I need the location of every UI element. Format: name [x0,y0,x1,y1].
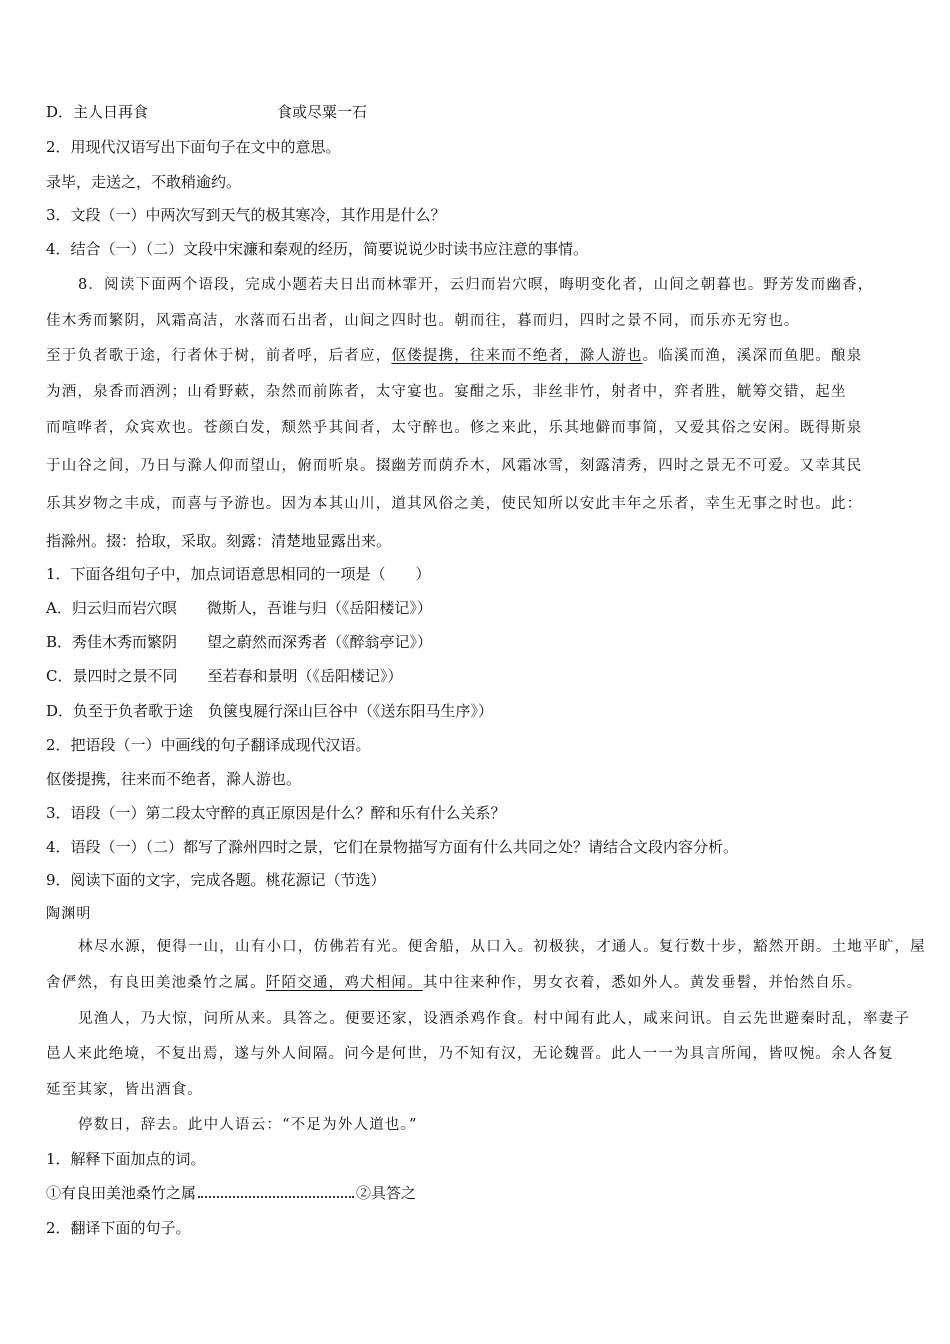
underlined-phrase: 阡陌交通，鸡犬相闻。 [265,975,423,991]
question-2: 2．用现代汉语写出下面句子在文中的意思。 [46,138,341,156]
option-d [46,102,920,122]
q9-1-items [46,1183,920,1203]
q9-1: 1．解释下面加点的词。 [46,1150,206,1168]
passage-9-line-4: 邑人来此绝境，不复出焉，遂与外人间隔。问今是何世，乃不知有汉，无论魏晋。此人一一为具言所闻，皆叹惋。余人各复 [46,1046,894,1062]
q9-1-item-1: ①有良田美池桑竹之属 [46,1184,197,1202]
q8-1-option-c: C．景四时之景不同 至若春和景明（《岳阳楼记》） [46,667,403,685]
passage-9-line-1: 林尽水源，便得一山，山有小口，仿佛若有光。便舍船，从口入。初极狭，才通人。复行数十步，豁然开朗。土地平旷，屋 [78,939,926,955]
annotation: 指滁州。掇：拾取，采取。刻露：清楚地显露出来。 [46,532,392,550]
q9-1-item-2: ②具答之 [356,1184,417,1202]
option-d-right: 食或尽粟一石 [277,103,368,121]
question-3: 3．文段（一）中两次写到天气的极其寒冷，其作用是什么？ [46,206,446,224]
q8-2: 2．把语段（一）中画线的句子翻译成现代汉语。 [46,736,371,754]
passage-8-line-4: 为酒，泉香而酒洌；山肴野蔌，杂然而前陈者，太守宴也。宴酣之乐，非丝非竹，射者中，弈者胜，觥筹交错，起坐 [46,384,847,400]
passage-9-line-2-a: 舍俨然，有良田美池桑竹之属。 [46,975,266,991]
passage-9-line-6: 停数日，辞去。此中人语云：“不足为外人道也。” [78,1117,418,1133]
q8-3: 3．语段（一）第二段太守醉的真正原因是什么？醉和乐有什么关系？ [46,804,506,822]
q8-1-option-a: A．归云归而岩穴暝 微斯人，吾谁与归（《岳阳楼记》） [46,599,432,617]
option-d-left: D．主人日再食 [46,103,149,121]
q8-2-sentence: 伛偻提携，往来而不绝者，滁人游也。 [46,770,302,788]
passage-8-line-3-b: 。临溪而渔，溪深而鱼肥。酿泉 [642,348,863,364]
question-9-title: 9．阅读下面的文字，完成各题。桃花源记（节选） [46,871,386,889]
passage-9-line-2-b: 其中往来种作，男女衣着，悉如外人。黄发垂髫，并怡然自乐。 [422,975,863,991]
passage-8-line-3 [46,346,920,366]
passage-9-line-3: 见渔人，乃大惊，问所从来。具答之。便要还家，设酒杀鸡作食。村中闻有此人，咸来问讯。自云先世避秦时乱，率妻子 [78,1011,911,1027]
q9-2: 2．翻译下面的句子。 [46,1219,191,1237]
passage-8-line-3-a: 至于负者歌于途，行者休于树，前者呼，后者应， [46,348,392,364]
passage-8-line-1: 8．阅读下面两个语段，完成小题若夫日出而林霏开，云归而岩穴暝，晦明变化者，山间之朝暮也。野芳发而幽香， [78,277,874,293]
quote-line: 录毕，走送之，不敢稍逾约。 [46,173,242,191]
passage-8-line-2: 佳木秀而繁阴，风霜高洁，水落而石出者，山间之四时也。朝而往，暮而归，四时之景不同，而乐亦无穷也。 [46,313,800,329]
passage-8-line-6: 于山谷之间，乃日与滁人仰而望山，俯而听泉。掇幽芳而荫乔木，风霜冰雪，刻露清秀，四时之景无不可爱。又幸其民 [46,458,863,474]
q8-4: 4．语段（一）（二）都写了滁州四时之景，它们在景物描写方面有什么共同之处？请结合文段内容分析。 [46,838,739,856]
passage-9-line-2 [46,973,920,993]
author: 陶渊明 [46,906,92,922]
q8-1: 1．下面各组句子中，加点词语意思相同的一项是（ ） [46,565,431,583]
q8-1-option-d: D．负至于负者歌于途 负箧曳屣行深山巨谷中（《送东阳马生序》） [46,702,494,720]
question-4: 4．结合（一）（二）文段中宋濂和秦观的经历，简要说说少时读书应注意的事情。 [46,240,589,258]
underlined-sentence: 伛偻提携，往来而不绝者，滁人游也 [391,348,643,364]
passage-8-line-5: 而喧哗者，众宾欢也。苍颜白发，颓然乎其间者，太守醉也。修之来此，乐其地僻而事简，又爱其俗之安闲。既得斯泉 [46,420,863,436]
q8-1-option-b: B．秀佳木秀而繁阴 望之蔚然而深秀者（《醉翁亭记》） [46,633,433,651]
passage-8-line-7: 乐其岁物之丰成，而喜与予游也。因为本其山川，道其风俗之美，使民知所以安此丰年之乐者，幸生无事之时也。此： [46,496,863,512]
answer-blank[interactable] [198,1184,354,1198]
passage-9-line-5: 延至其家，皆出酒食。 [46,1082,203,1098]
